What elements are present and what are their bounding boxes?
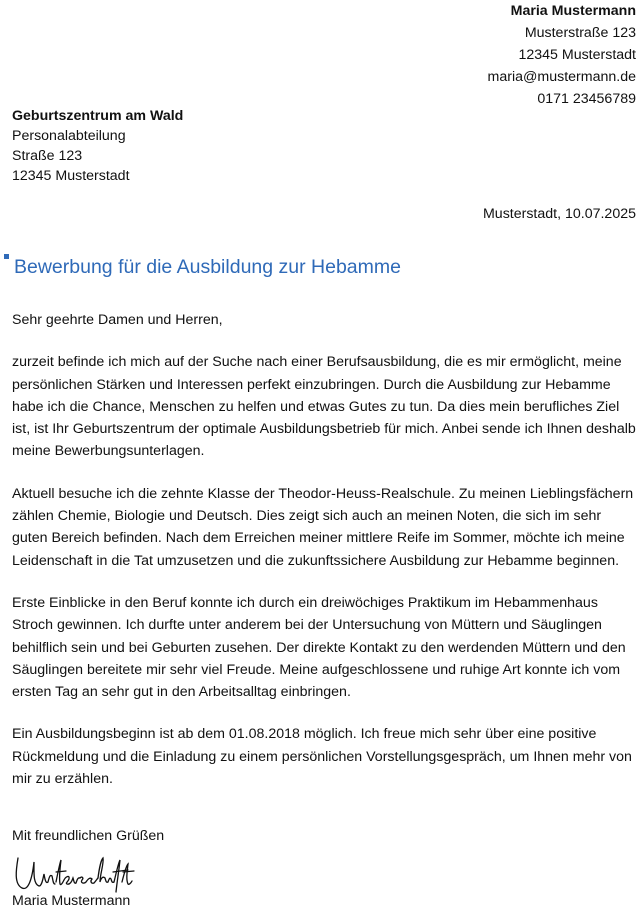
letter-body <box>12 309 636 810</box>
recipient-department: Personalabteilung <box>12 128 126 144</box>
letter-date: Musterstadt, 10.07.2025 <box>482 206 636 222</box>
sender-name: Maria Mustermann <box>510 3 636 19</box>
recipient-block <box>12 106 183 186</box>
recipient-city: 12345 Musterstadt <box>12 168 130 184</box>
sender-block <box>488 0 636 110</box>
paragraph-2: Aktuell besuche ich die zehnte Klasse der Theodor-Heuss-Realschule. Zu meinen Lieblingsfächern zählen Chemie, Biologie und Deutsch. Dies zeigt sich auch an meinen Noten, die sich im sehr guten Bereich befinden. Nach dem Erreichen meiner mittlere Reife im Sommer, möchte ich meine Leidenschaft in die Tat umzusetzen und die zukunftssichere Ausbildung zur Hebamme beginnen. <box>12 485 634 569</box>
paragraph-1: zurzeit befinde ich mich auf der Suche nach einer Berufsausbildung, die es mir ermöglicht, meine persönlichen Stärken und Interessen perfekt einzubringen. Durch die Ausbildung zur Hebamme habe ich die Chance, Menschen zu helfen und etwas Gutes zu tun. Da dies mein berufliches Ziel ist, ist Ihr Geburtszentrum der optimale Ausbildungsbetrieb für mich. Anbei sende ich Ihnen deshalb meine Bewerbungsunterlagen. <box>12 354 636 460</box>
subject-heading <box>4 254 401 280</box>
recipient-org: Geburtszentrum am Wald <box>12 108 184 124</box>
paragraph-3: Erste Einblicke in den Beruf konnte ich durch ein dreiwöchiges Praktikum im Hebammenhaus Stroch gewinnen. Ich durfte unter anderem bei der Untersuchung von Müttern und Säuglingen behilflich sein und bei Geburten zusehen. Der direkte Kontakt zu den werdenden Müttern und den Säuglingen bereitete mir sehr viel Freude. Meine aufgeschlossene und ruhige Art konnte ich vom ersten Tag an sehr gut in den Arbeitsalltag einbringen. <box>12 594 626 701</box>
signer-name: Maria Mustermann <box>12 893 131 909</box>
heading-marker <box>4 254 9 259</box>
closing: Mit freundlichen Grüßen <box>12 828 165 844</box>
recipient-street: Straße 123 <box>12 148 83 164</box>
sender-street: Musterstraße 123 <box>524 25 636 41</box>
sender-phone: 0171 23456789 <box>537 91 636 107</box>
subject-text: Bewerbung für die Ausbildung zur Hebamme <box>14 256 401 278</box>
signature-image <box>12 852 136 894</box>
sender-email: maria@mustermann.de <box>487 69 636 85</box>
paragraph-4: Ein Ausbildungsbeginn ist ab dem 01.08.2018 möglich. Ich freue mich sehr über eine positive Rückmeldung und die Einladung zu einem persönlichen Vorstellungsgespräch, um Ihnen mehr von mir zu erzählen. <box>12 726 632 788</box>
sender-city: 12345 Musterstadt <box>518 47 636 63</box>
salutation: Sehr geehrte Damen und Herren, <box>12 312 223 328</box>
